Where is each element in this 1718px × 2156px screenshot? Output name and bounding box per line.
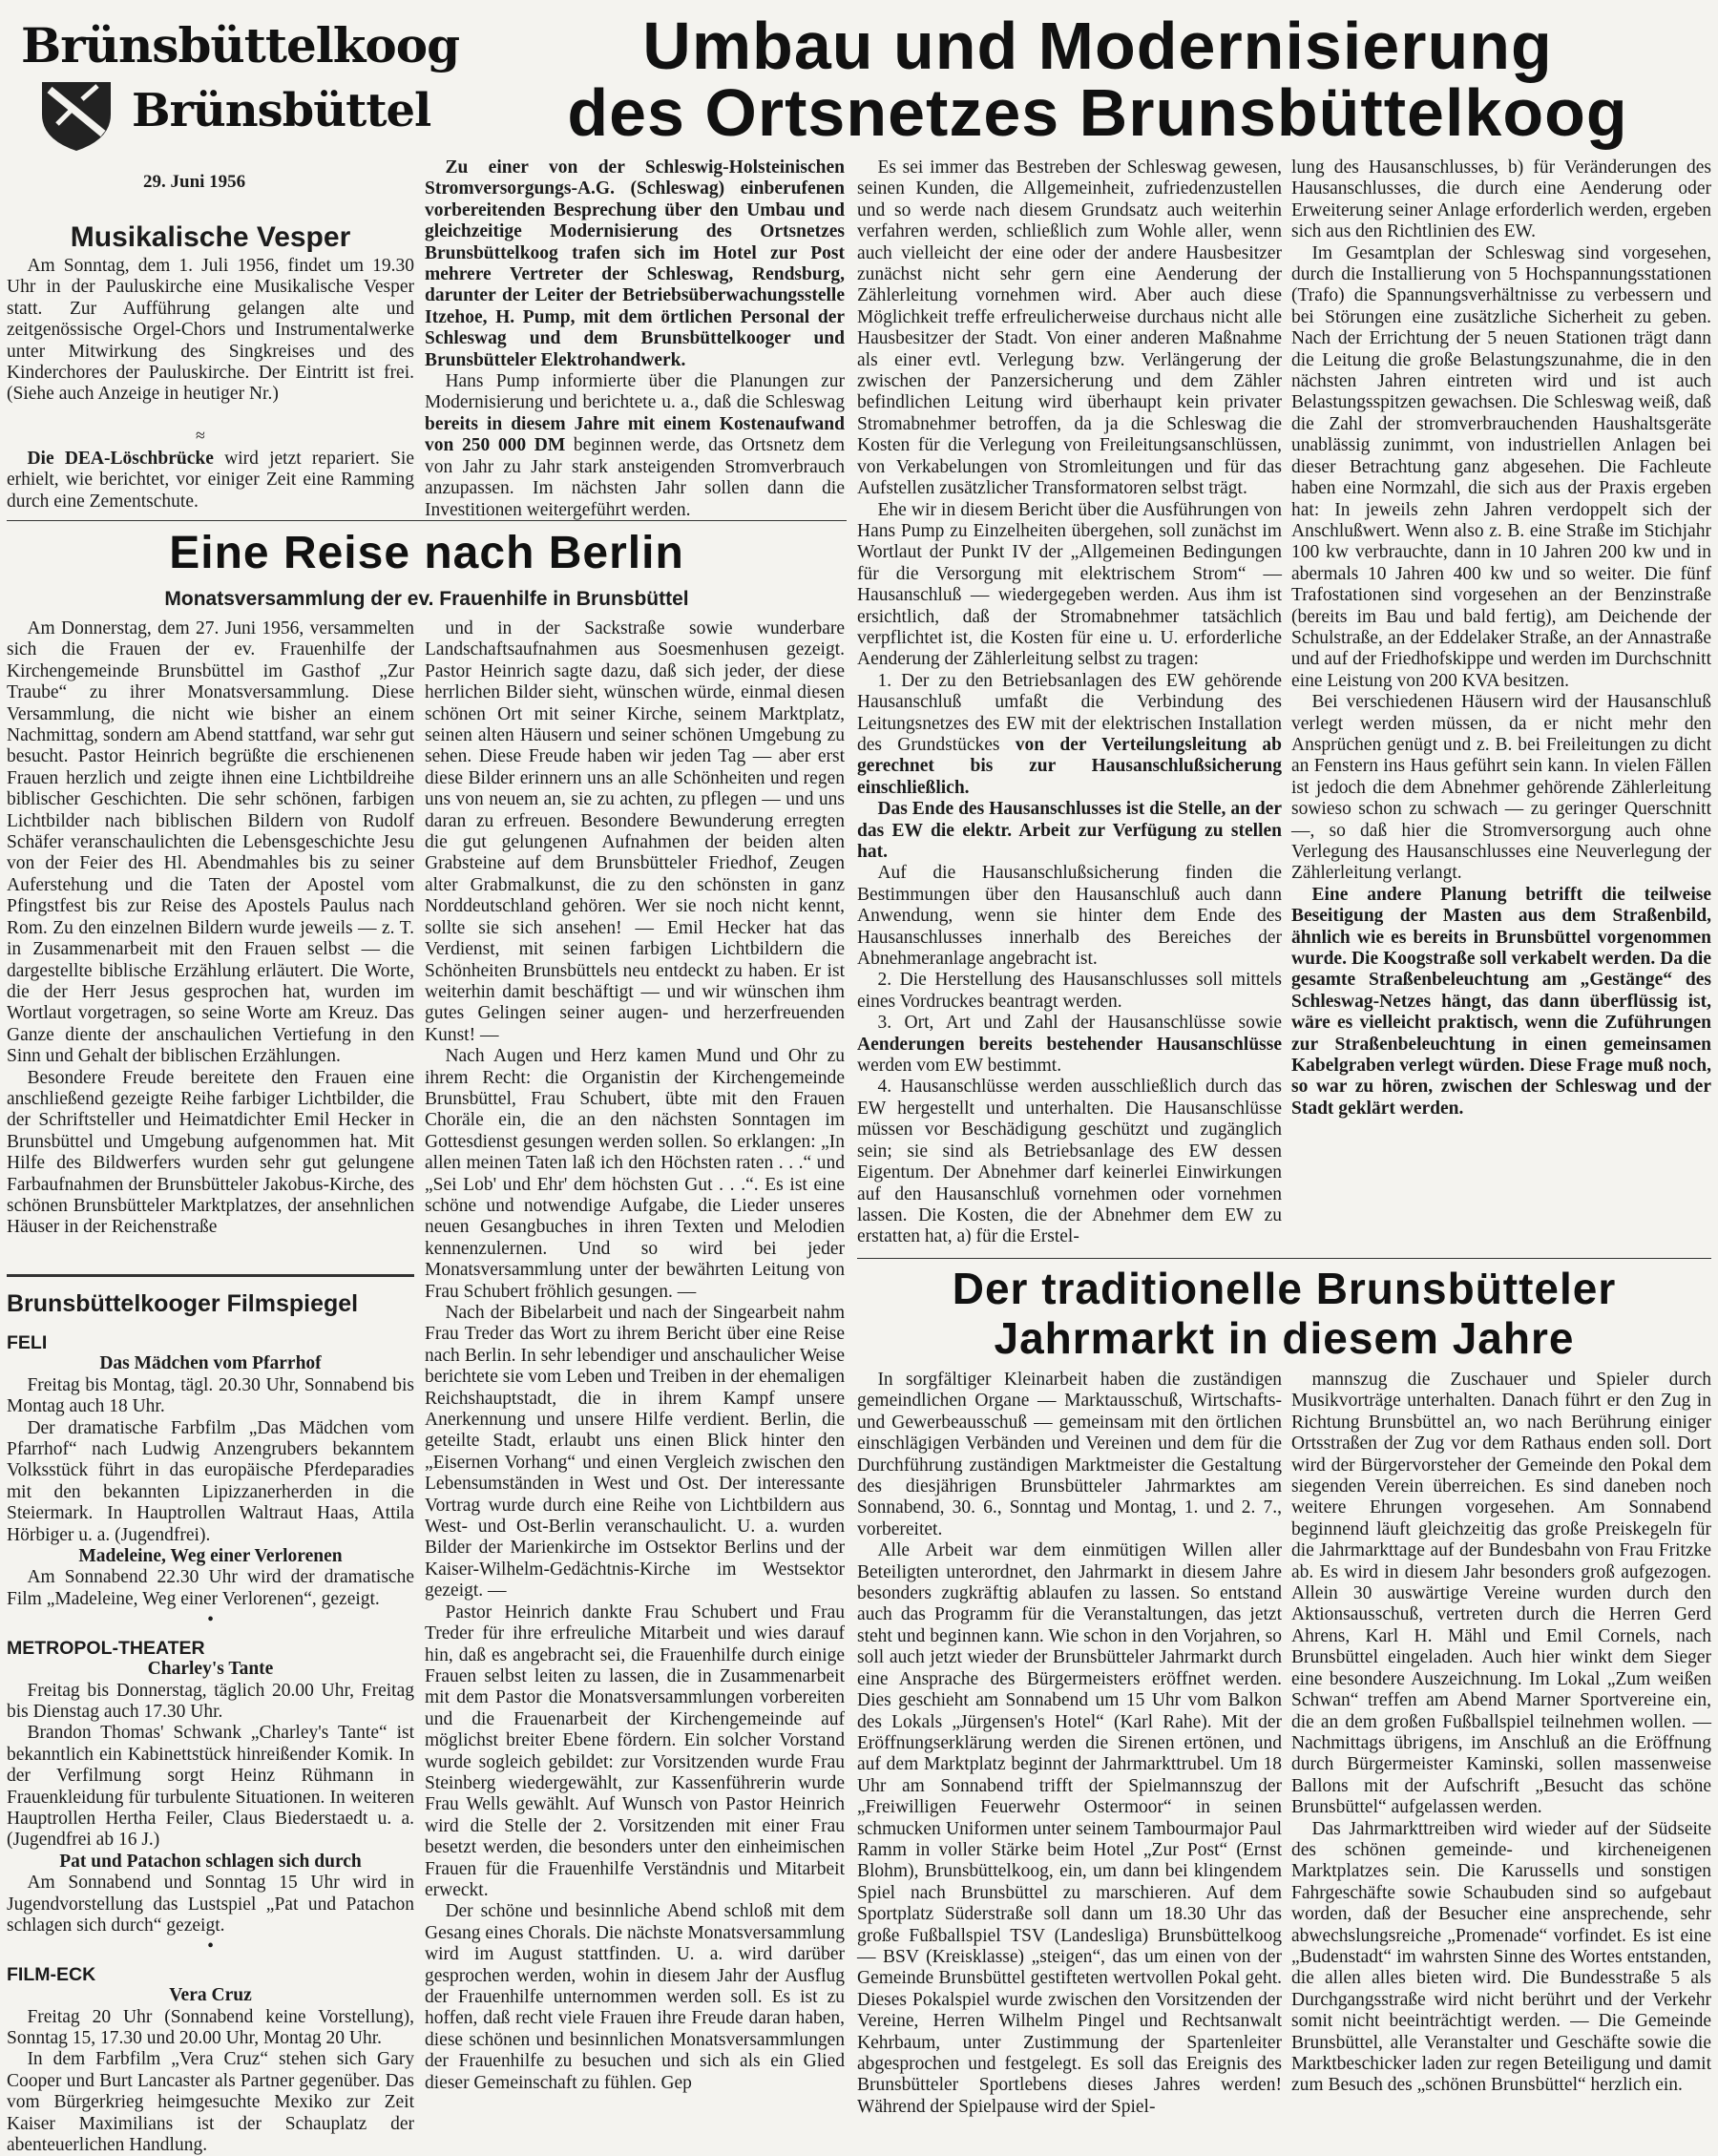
paragraph <box>1291 243 1711 693</box>
paragraph <box>857 157 1282 500</box>
dea-notice <box>7 449 414 513</box>
coat-of-arms-icon <box>29 76 124 153</box>
ortsnetz-col4 <box>1291 157 1711 1183</box>
paragraph <box>857 671 1282 799</box>
section-divider <box>7 520 847 521</box>
film-description: In dem Farbfilm „Vera Cruz“ stehen sich Gary Cooper und Burt Lancaster als Partner gegenüber. Das vom Bürgerkrieg heimgesuchte Mexiko zur Zeit Kaiser Maximilians ist der Schauplatz der abenteuerlichen Handlung. <box>7 2049 414 2156</box>
jahrmarkt-headline-line1: Der traditionelle Brunsbütteler <box>952 1264 1617 1313</box>
text: Am Donnerstag, dem 27. Juni 1956, versammelten sich die Frauen der ev. Frauenhilfe der Kirchengemeinde Brunsbüttel im Gasthof „Zur Traube“ zu ihrer Monatsversammlung. Diese Versammlung, die nicht wie bisher an einem Nachmittag, sondern am Abend stattfand, war sehr gut besucht. Pastor Heinrich begrüßte die erschienenen Frauen herzlich und zeigte ihnen eine Lichtbildreihe biblischer Geschichten. Die sehr schönen, farbigen Lichtbilder nach biblischen Bildern von Rudolf Schäfer veranschaulichten die Lebensgeschichte Jesu von der Feier des Hl. Abendmahles bis zu seiner Auferstehung und die Taten der Apostel vom Pfingstfest bis zur Reise des Apostels Paulus nach Rom. Zu den einzelnen Bildern wurde jeweils — z. T. in Zusammenarbeit mit den Frauen selbst — die dargestellte biblische Erzählung erläutert. Die Worte, die der Herr Jesus gesprochen hat, wurden im Wortlaut vorgetragen, so seine Worte am Kreuz. Das Ganze diente der anschaulichen Vertiefung in den Sinn und Gehalt der biblischen Erzählungen. <box>7 618 414 1067</box>
filmspiegel-listings <box>7 1327 414 2156</box>
paragraph <box>425 1901 845 2094</box>
separator-dot: • <box>207 1936 214 1957</box>
text: 2. Die Herstellung des Hausanschlusses soll mittels eines Vordruckes beantragt werden. <box>857 970 1282 1012</box>
issue-date: 29. Juni 1956 <box>143 172 246 192</box>
separator-dot: • <box>207 1610 214 1631</box>
text: Auf die Hausanschlußsicherung finden die Bestimmungen über den Hausanschluß auch dann Anwendung, wenn sie hinter dem Ende des Hausanschlusses innerhalb des Bereiches der Abnehmeranlage angebracht ist. <box>857 863 1282 970</box>
bold-text: von der Verteilungsleitung ab gerechnet bis zur Hausanschlußsicherung einschließlich. <box>857 734 1282 798</box>
cinema-name: METROPOL-THEATER <box>7 1637 205 1659</box>
masthead-line1: Brünsbüttelkoog <box>21 17 460 73</box>
film-description: Brandon Thomas' Schwank „Charley's Tante“ ist bekanntlich ein Kabinettstück hinreißender Komik. In der Verfilmung sorgt Heinz Rühmann in Frauenkleidung für turbulente Situationen. In weiteren Hauptrollen Hertha Feiler, Claus Biederstaedt u. a. (Jugendfrei ab 16 J.) <box>7 1723 414 1851</box>
text: lung des Hausanschlusses, b) für Veränderungen des Hausanschlusses, die durch eine Aenderung oder Erweiterung seiner Anlage erforderlich werden, ergeben sich aus den Richtlinien des EW. <box>1291 157 1711 242</box>
section-divider <box>857 1258 1711 1259</box>
ortsnetz-headline-line1: Umbau und Modernisierung <box>642 9 1553 83</box>
masthead-line2: Brünsbüttel <box>132 84 431 137</box>
paragraph <box>1291 1370 1711 1819</box>
jahrmarkt-col4 <box>1291 1370 1711 2143</box>
bold-text: Aenderungen bereits bestehender Hausanschlüsse <box>857 1034 1282 1055</box>
paragraph <box>425 1046 845 1303</box>
divider-ornament: ≈ <box>196 426 205 445</box>
text: 4. Hausanschlüsse werden ausschließlich durch das EW hergestellt und unterhalten. Die Hausanschlüsse müssen vor Beschädigung geschützt und zugänglich sein; sie sind als Betriebsanlage des EW dessen Eigentum. Der Abnehmer darf keinerlei Einwirkungen auf den Hausanschluß vornehmen oder vornehmen lassen. Die Kosten, die der Abnehmer dem EW zu erstatten hat, a) für die Erstel- <box>857 1077 1282 1247</box>
film-title: Pat und Patachon schlagen sich durch <box>59 1851 362 1872</box>
vesper-headline: Musikalische Vesper <box>70 221 351 253</box>
showtimes: Freitag bis Montag, tägl. 20.30 Uhr, Sonnabend bis Montag auch 18 Uhr. <box>7 1374 414 1417</box>
text: werden vom EW bestimmt. <box>857 1056 1062 1077</box>
section-divider <box>7 1274 414 1277</box>
text: Bei verschiedenen Häusern wird der Hausanschluß verlegt werden müssen, da er nicht mehr den Ansprüchen genügt und z. B. bei Freileitungen zu dicht an Fenstern ins Haus geführt sein kann. In vielen Fällen ist jedoch die dem Abnehmer gehörende Zählerleitung sowieso schon zu schwach — zu geringer Querschnitt —, so daß hier die Stromversorgung auch ohne Verlegung des Hausanschlusses eine Neuverlegung der Zählerleitung verlangt. <box>1291 692 1711 884</box>
text: In sorgfältiger Kleinarbeit haben die zuständigen gemeindlichen Organe — Marktausschuß, Wirtschafts- und Gewerbeausschuß — gemeinsam mit den örtlichen einschlägigen Verbänden und Vereinen und dem für die Durchführung zuständigen Marktmeister die Gestaltung des diesjährigen Brunsbütteler Jahrmarktes am Sonnabend, 30. 6., Sonntag und Montag, 1. und 2. 7., vorbereitet. <box>857 1370 1282 1539</box>
paragraph <box>857 500 1282 671</box>
paragraph <box>857 799 1282 863</box>
text: beginnen werde, das Ortsnetz dem von Jahr zu Jahr stark ansteigenden Stromverbrauch anzupassen. Im nächsten Jahr sollen dann die Investitionen weitergeführt werden. <box>425 435 845 520</box>
ortsnetz-col3 <box>857 157 1282 1253</box>
berlin-col1 <box>7 618 414 1267</box>
film-title: Madeleine, Weg einer Verlorenen <box>78 1546 343 1567</box>
text: Der schöne und besinnliche Abend schloß mit dem Gesang eines Chorals. Die nächste Monatsversammlung wird im August stattfinden. U. a. wird darüber gesprochen werden, wohin in diesem Jahr der Ausflug der Frauenhilfe unternommen werden soll. Es ist zu hoffen, daß recht viele Frauen ihre Freude daran haben, diese schönen und besinnlichen Monatsversammlungen der Frauenhilfe zu besuchen und sich als ein Glied dieser Gemeinschaft zu fühlen. Gep <box>425 1901 845 2093</box>
text: und in der Sackstraße sowie wunderbare Landschaftsaufnahmen aus Soesmenhusen gezeigt. Pastor Heinrich sagte dazu, daß sich jeder, der diese herrlichen Bilder sieht, wünschen würde, einmal diesen schönen Ort mit seiner Kirche, seinem Marktplatz, seinen alten Häusern und seiner schönen Umgebung zu sehen. Diese Freude haben wir jeden Tag — aber erst diese Bilder erinnern uns an alle Schönheiten und regen uns von neuem an, sie zu achten, zu pflegen — und uns daran zu erfreuen. Besondere Bewunderung erregten die gut gelungenen Aufnahmen der beiden alten Grabsteine auf dem Brunsbütteler Friedhof, Zeugen alter Grabmalkunst, die zu den schönsten in ganz Norddeutschland gehören. Wer sie noch nicht kennt, sollte sie sich ansehen! — Emil Hecker hat das Verdienst, mit seinen farbigen Lichtbildern die Schönheiten Brunsbüttels neu entdeckt zu haben. Er ist weiterhin damit beschäftigt — und wir wünschen ihm gutes Gelingen seiner augen- und herzerfreuenden Kunst! — <box>425 618 845 1045</box>
cinema-name: FELI <box>7 1332 48 1353</box>
paragraph <box>857 1540 1282 2118</box>
paragraph <box>7 449 414 513</box>
berlin-col2 <box>425 618 845 2153</box>
paragraph <box>857 970 1282 1013</box>
showtimes: Am Sonnabend und Sonntag 15 Uhr wird in Jugendvorstellung das Lustspiel „Pat und Patachon schlagen sich durch“ gezeigt. <box>7 1873 414 1936</box>
bold-text: Eine andere Planung betrifft die teilweise Beseitigung der Masten aus dem Straßenbild, ähnlich wie es bereits in Brunsbüttel vorgenommen wurde. Die Koogstraße soll verkabelt werden. Da die gesamte Straßenbeleuchtung am „Gestänge“ des Schleswag-Netzes hängt, das dann überflüssig ist, wäre es vielleicht praktisch, wenn die Zuführungen zur Straßenbeleuchtung in einen gemeinsamen Kabelgraben verlegt würden. Diese Frage muß noch, so war zu hören, zwischen der Schleswag und der Stadt geklärt werden. <box>1291 884 1711 1119</box>
paragraph <box>7 256 414 406</box>
paragraph <box>7 1068 414 1239</box>
ortsnetz-headline-line2: des Ortsnetzes Brunsbüttelkoog <box>567 75 1628 150</box>
paragraph <box>425 157 845 371</box>
jahrmarkt-headline-line2: Jahrmarkt in diesem Jahre <box>994 1313 1575 1363</box>
paragraph <box>425 371 845 521</box>
paragraph <box>425 1303 845 1602</box>
paragraph <box>857 1013 1282 1077</box>
text: Pastor Heinrich dankte Frau Schubert und Frau Treder für ihre erfreuliche Mitarbeit und wies darauf hin, daß es angebracht sei, die Frauenhilfe durch einige Frauen selbst leiten zu lassen, die in Zusammenarbeit mit dem Pastor die Monatsversammlungen vorbereiten und die Frauenarbeit der Kirchengemeinde auf möglichst breiter Ebene fördern. Ein solcher Vorstand wurde sogleich gebildet: zur Vorsitzenden wurde Frau Steinberg wiedergewählt, zur Kassenführerin wurde Frau Wells gewählt. Auf Wunsch von Pastor Heinrich wird die Stelle der 2. Vorsitzenden mit einer Frau besetzt werden, die besonders unter den einheimischen Frauen für die Frauenhilfe Verständnis und Mitarbeit erweckt. <box>425 1601 845 1900</box>
paragraph <box>1291 885 1711 1120</box>
text: mannszug die Zuschauer und Spieler durch Musikvorträge unterhalten. Danach führt er den Zug in Richtung Brunsbüttel an, wo nach Berührung einiger Ortsstraßen der Zug vor dem Rathaus enden soll. Dort wird der Bürgervorsteher der Gemeinde den Pokal dem siegenden Verein überreichen. Es sind daneben noch weitere Ehrungen vorgesehen. Am Sonnabend beginnend läuft gleichzeitig das große Preiskegeln für die Jahrmarkttage auf der Bundesbahn von Frau Fritzke ab. Es wird in diesem Jahr besonders groß aufgezogen. Allein 30 auswärtige Vereine wurden durch den Aktionsausschuß, vertreten durch die Herren Gerd Ahrens, Karl H. Mähl und Emil Cornels, nach Brunsbüttel eingeladen. Auch hier winkt dem Sieger eine besondere Auszeichnung. Im Lokal „Zum weißen Schwan“ treffen am Abend Marner Sportvereine ein, die an dem großen Fußballspiel teilnehmen wollen. — Nachmittags übrigens, im Anschluß an die Eröffnung durch Bürgermeister Kaminski, sollen massenweise Ballons mit der Aufschrift „Besucht das schöne Brunsbüttel“ aufgelassen werden. <box>1291 1370 1711 1818</box>
berlin-headline: Eine Reise nach Berlin <box>169 528 684 578</box>
text: Alle Arbeit war dem einmütigen Willen aller Beteiligten unterordnet, den Jahrmarkt in diesem Jahre besonders zugkräftig ablaufen zu lassen. So entstand auch das Programm für die Veranstaltungen, das jetzt steht und beginnen kann. Wie schon in den Vorjahren, so soll auch jetzt wieder der Brunsbütteler Jahrmarkt durch eine Ansprache des Bürgermeisters eröffnet werden. Dies geschieht am Sonnabend um 15 Uhr vom Balkon des Lokals „Jürgensen's Hotel“ (Karl Rahe). Mit der Eröffnungserklärung werden die Sirenen ertönen, und auf dem Marktplatz beginnt der Jahrmarkttrubel. Um 18 Uhr am Sonnabend trifft der Spielmannszug der „Freiwilligen Feuerwehr Ostermoor“ in seinen schmucken Uniformen unter seinem Tambourmajor Paul Ramm in voller Stärke beim Hotel „Zur Post“ (Ernst Blohm), Brunsbüttelkoog, ein, um dann bei klingendem Spiel nach Brunsbüttel zu marschieren. Auf dem Sportplatz Süderstraße soll dann um 18.30 Uhr das große Fußballspiel TSV (Landesliga) Brunsbüttelkoog — BSV (Kreisklasse) „steigen“, das um einen von der Gemeinde Brunsbüttel gestifteten wertvollen Pokal geht. Dieses Pokalspiel wurde zwischen den Vorsitzenden der Vereine, Herren Wilhelm Pingel und Rechtsanwalt Kehrbaum, unter Zustimmung der Spartenleiter abgesprochen und festgelegt. Es soll das Ereignis des Brunsbütteler Sportlebens dieses Jahres werden! Während der Spielpause wird der Spiel- <box>857 1540 1282 2117</box>
showtimes: Freitag 20 Uhr (Sonnabend keine Vorstellung), Sonntag 15, 17.30 und 20.00 Uhr, Montag 20 Uhr. <box>7 2006 414 2048</box>
jahrmarkt-col3 <box>857 1370 1282 2153</box>
text: Hans Pump informierte über die Planungen zur Modernisierung und berichtete u. a., daß die Schleswag <box>425 371 845 413</box>
text: Nach Augen und Herz kamen Mund und Ohr zu ihrem Recht: die Organistin der Kirchengemeinde Brunsbüttel, Frau Schubert, übte mit den Frauen Choräle ein, die an den nächsten Sonntagen im Gottesdienst gesungen werden sollen. So erklangen: „In allen meinen Taten laß ich den Höchsten raten . . .“ und „Sei Lob' und Ehr' dem höchsten Gut . . .“. Es ist eine schöne und notwendige Aufgabe, die Lieder unseres neuen Gesangbuches in ihren Texten und Melodien kennenzulernen. Und so wird bei jeder Monatsversammlung unter der bewährten Leitung von Frau Schubert fröhlich gesungen. — <box>425 1046 845 1302</box>
film-description: Der dramatische Farbfilm „Das Mädchen vom Pfarrhof“ nach Ludwig Anzengrubers bekanntem Volksstück führt in das europäische Pferdeparadies mit den bekannten Lipizzanerherden in die Steiermark. In Hauptrollen Waltraut Haas, Attila Hörbiger u. a. (Jugendfrei). <box>7 1417 414 1545</box>
text: Es sei immer das Bestreben der Schleswag gewesen, seinen Kunden, die Allgemeinheit, zufriedenzustellen und so werde nach diesem Grundsatz auch weiterhin verfahren werden, schließlich zum Wohle aller, wenn auch vielleicht der eine oder der andere Hausbesitzer zunächst nicht sehr gern eine Aenderung der Zählerleitung vornehmen wird. Aber auch diese Möglichkeit treffe erfreulicherweise durchaus nicht alle Hausbesitzer der Stadt. Von einer anderen Maßnahme als einer evtl. Verlegung bzw. Verlängerung der zwischen der Panzersicherung und dem Zähler befindlichen Leitung wird überhaupt kein privater Stromabnehmer betroffen, da ja die Schleswag die Kosten für die Verlegung von Freileitungsanschlüssen, von Verkabelungen von Stromleitungen und für das Aufstellen zusätzlicher Transformatoren selbst trägt. <box>857 157 1282 499</box>
filmspiegel-headline: Brunsbüttelkooger Filmspiegel <box>7 1290 359 1317</box>
text: 3. Ort, Art und Zahl der Hausanschlüsse sowie <box>877 1013 1282 1034</box>
text: Im Gesamtplan der Schleswag sind vorgesehen, durch die Installierung von 5 Hochspannungsstationen (Trafo) die Spannungsverhältnisse zu verbessern und bei Störungen eine zusätzliche Sicherheit zu geben. Nach der Errichtung der 5 neuen Stationen trägt dann die Leitung die große Belastungszunahme, die in den nächsten Jahren eintreten wird und ist auch Belastungsspitzen gewachsen. Die Schleswag weiß, daß die Zahl der stromverbrauchenden Haushaltsgeräte unablässig zunimmt, von industriellen Anlagen bei dieser Betrachtung ganz abgesehen. Die Fachleute haben eine Normzahl, die sich aus der Praxis ergeben hat: In jeweils zehn Jahren verdoppelt sich der Anschlußwert. Wenn also z. B. eine Straße im Stichjahr 100 kw verbrauchte, dann in 10 Jahren 200 kw und in abermals 10 Jahren 400 kw und so weiter. Die fünf Trafostationen sind vorgesehen an der Benzinstraße (bereits im Bau und bald fertig), am Deichende der Schulstraße, an der Eddelaker Straße, an der Annastraße und auf der Friedhofskippe und werden im Durchschnitt eine Leistung von 200 KVA besitzen. <box>1291 242 1711 691</box>
paragraph <box>1291 692 1711 885</box>
paragraph <box>857 863 1282 970</box>
cinema-name: FILM-ECK <box>7 1963 96 1985</box>
paragraph <box>1291 157 1711 243</box>
text: Ehe wir in diesem Bericht über die Ausführungen von Hans Pump zu Einzelheiten übergehen, soll zunächst im Wortlaut der Punkt IV der „Allgemeinen Bedingungen für die Versorgung mit elektrischem Strom“ — Hausanschluß — wiedergegeben werden. Aus ihm ist ersichtlich, daß der Stromabnehmer tatsächlich verpflichtet ist, die Kosten für eine u. U. erforderliche Aenderung der Zählerleitung selbst zu tragen: <box>857 499 1282 670</box>
film-title: Vera Cruz <box>169 1985 252 2006</box>
paragraph <box>1291 1819 1711 2097</box>
paragraph <box>857 1370 1282 1540</box>
paragraph <box>425 1602 845 1902</box>
text: Nach der Bibelarbeit und nach der Singearbeit nahm Frau Treder das Wort zu ihrem Bericht über eine Reise nach Berlin. In sehr lebendiger und anschaulicher Weise berichtete sie vom Leben und Treiben in der ehemaligen Reichshauptstadt, die in ihrem Kampf unsere Anerkennung und unsere Hilfe verdient. Berlin, die geteilte Stadt, erlaubt uns einen Blick hinter den „Eisernen Vorhang“ und einen Vergleich zwischen den Lebensumständen in West und Ost. Der interessante Vortrag wurde durch eine Reihe von Lichtbildern aus West- und Ost-Berlin veranschaulicht. U. a. wurden Bilder der Marienkirche im Ostsektor Berlins und der Kaiser-Wilhelm-Gedächtnis-Kirche im Westsektor gezeigt. — <box>425 1303 845 1601</box>
showtimes: Am Sonnabend 22.30 Uhr wird der dramatische Film „Madeleine, Weg einer Verlorenen“, gezeigt. <box>7 1567 414 1609</box>
text: wird jetzt repariert. Sie erhielt, wie berichtet, vor einiger Zeit eine Ramming durch eine Zementschute. <box>7 449 414 512</box>
text: 1. Der zu den Betriebsanlagen des EW gehörende Hausanschluß umfaßt die Verbindung des Leitungsnetzes des EW mit der elektrischen Installation des Grundstückes <box>857 670 1282 755</box>
bold-text: Das Ende des Hausanschlusses ist die Stelle, an der das EW die elektr. Arbeit zur Verfügung zu stellen hat. <box>857 799 1282 862</box>
text: Am Sonntag, dem 1. Juli 1956, findet um 19.30 Uhr in der Pauluskirche eine Musikalische Vesper statt. Zur Aufführung gelangen alte und zeitgenössische Orgel-Chors und Instrumentalwerke unter Mitwirkung des Singkreises und des Kinderchores der Pauluskirche. Der Eintritt ist frei. (Siehe auch Anzeige in heutiger Nr.) <box>7 256 414 405</box>
paragraph <box>425 618 845 1046</box>
showtimes: Freitag bis Donnerstag, täglich 20.00 Uhr, Freitag bis Dienstag auch 17.30 Uhr. <box>7 1680 414 1722</box>
text: Besondere Freude bereitete den Frauen eine anschließend gezeigte Reihe farbiger Lichtbilder, die der Schriftsteller und Heimatdichter Emil Hecker in Brunsbüttel und Umgebung aufgenommen hat. Mit Hilfe des Bildwerfers wurden sehr gut gelungene Farbaufnahmen der Brunsbütteler Jakobus-Kirche, des schönen Brunsbütteler Marktplatzes, der ansehnlichen Häuser in der Reichenstraße <box>7 1067 414 1238</box>
bold-text: bereits in diesem Jahre mit einem Kostenaufwand von 250 000 DM <box>425 413 845 456</box>
film-title: Das Mädchen vom Pfarrhof <box>99 1353 322 1374</box>
berlin-subheadline: Monatsversammlung der ev. Frauenhilfe in Brunsbüttel <box>164 588 689 610</box>
vesper-article <box>7 256 414 428</box>
paragraph <box>7 618 414 1068</box>
ortsnetz-col2 <box>425 157 845 520</box>
text: Das Jahrmarkttreiben wird wieder auf der Südseite des schönen gemeinde- und kircheneigenen Marktplatzes sein. Die Karussells und sonstigen Fahrgeschäfte sowie Schaubuden sind so aufgebaut worden, daß der Besucher eine ansprechende, sehr abwechslungsreiche „Promenade“ vorfindet. Es ist eine „Budenstadt“ im wahrsten Sinne des Wortes entstanden, die allen alles bieten wird. Die Bundesstraße 5 als Durchgangsstraße wird nicht berührt und der Verkehr somit nicht beeinträchtigt werden. — Die Gemeinde Brunsbüttel, alle Veranstalter und Geschäfte sowie die Marktbeschicker laden zur regen Beteiligung und damit zum Besuch des „schönen Brunsbüttel“ herzlich ein. <box>1291 1818 1711 2096</box>
bold-text: Die DEA-Löschbrücke <box>27 449 214 469</box>
bold-text: Zu einer von der Schleswig-Holsteinischen Stromversorgungs-A.G. (Schleswag) einberufenen vorbereitenden Besprechung über den Umbau und gleichzeitige Modernisierung des Ortsnetzes Brunsbüttelkoog trafen sich im Hotel zur Post mehrere Vertreter der Schleswag, Rendsburg, darunter der Leiter der Betriebsüberwachungsstelle Itzehoe, H. Pump, mit dem örtlichen Personal der Schleswag und dem Brunsbüttelkooger und Brunsbütteler Elektrohandwerk. <box>425 157 845 370</box>
paragraph <box>857 1077 1282 1247</box>
film-title: Charley's Tante <box>147 1659 274 1680</box>
